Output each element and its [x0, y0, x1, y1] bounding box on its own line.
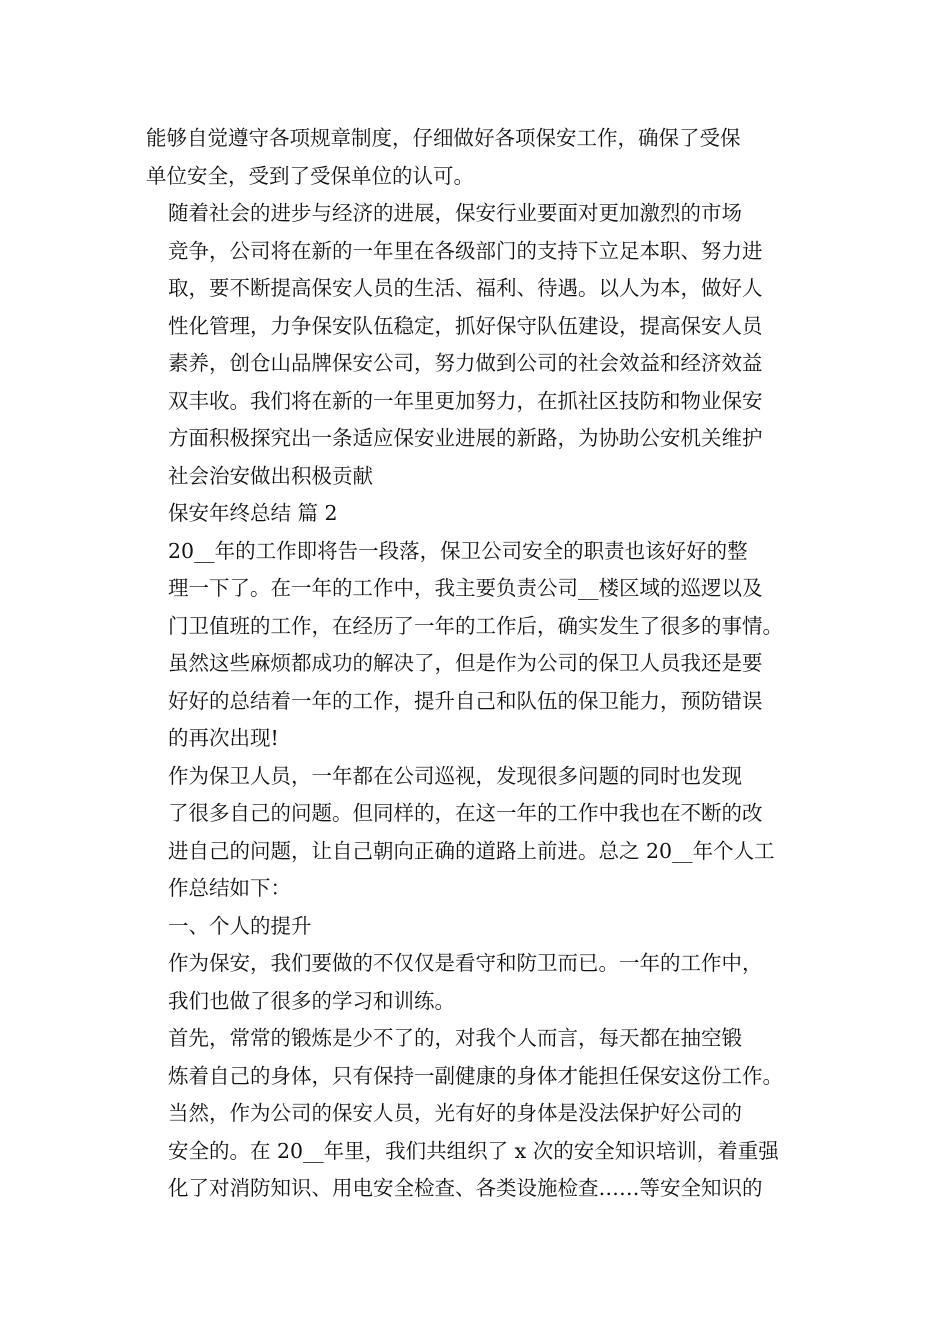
paragraph	[146, 1020, 818, 1095]
text-line: 好好的总结着一年的工作，提升自己和队伍的保卫能力，预防错误	[168, 688, 763, 713]
paragraph	[146, 495, 818, 533]
document-body	[146, 120, 818, 1208]
text-line: 化了对消防知识、用电安全检查、各类设施检查……等安全知识的	[168, 1176, 763, 1200]
text-line: 一、个人的提升	[168, 913, 312, 938]
text-line: 进自己的问题，让自己朝向正确的道路上前进。总之 20__年个人工	[168, 838, 775, 863]
text-line: 方面积极探究出一条适应保安业进展的新路，为协助公安机关维护	[168, 426, 763, 450]
text-line: 虽然这些麻烦都成功的解决了，但是作为公司的保卫人员我还是要	[168, 651, 763, 675]
paragraph	[146, 533, 818, 758]
text-line: 我们也做了很多的学习和训练。	[168, 988, 455, 1013]
text-line: 保安年终总结 篇 2	[168, 501, 338, 525]
text-line: 性化管理，力争保安队伍稳定，抓好保守队伍建设，提高保安人员	[168, 313, 763, 338]
text-line: 了很多自己的问题。但同样的，在这一年的工作中我也在不断的改	[168, 801, 763, 825]
text-line: 竞争，公司将在新的一年里在各级部门的支持下立足本职、努力进	[168, 238, 763, 263]
text-line: 炼着自己的身体，只有保持一副健康的身体才能担任保安这份工作。	[168, 1063, 783, 1088]
text-line: 安全的。在 20__年里，我们共组织了 x 次的安全知识培训，着重强	[168, 1138, 779, 1163]
text-line: 作为保安，我们要做的不仅仅是看守和防卫而已。一年的工作中，	[168, 951, 763, 975]
paragraph	[146, 120, 818, 195]
paragraph	[146, 908, 818, 946]
text-line: 素养，创仓山品牌保安公司，努力做到公司的社会效益和经济效益	[168, 351, 763, 375]
text-line: 首先，常常的锻炼是少不了的，对我个人而言，每天都在抽空锻	[168, 1026, 742, 1050]
text-line: 双丰收。我们将在新的一年里更加努力，在抓社区技防和物业保安	[168, 388, 763, 413]
paragraph	[146, 758, 818, 908]
text-line: 社会治安做出积极贡献	[168, 463, 373, 488]
text-line: 门卫值班的工作，在经历了一年的工作后，确实发生了很多的事情。	[168, 613, 783, 638]
text-line: 随着社会的进步与经济的进展，保安行业要面对更加激烈的市场	[168, 201, 742, 225]
text-line: 作为保卫人员，一年都在公司巡视，发现很多问题的同时也发现	[168, 763, 742, 788]
text-line: 20__年的工作即将告一段落，保卫公司安全的职责也该好好的整	[168, 538, 748, 563]
text-line: 能够自觉遵守各项规章制度，仔细做好各项保安工作，确保了受保	[146, 126, 741, 150]
text-line: 取，要不断提高保安人员的生活、福利、待遇。以人为本，做好人	[168, 276, 763, 300]
text-line: 当然，作为公司的保安人员，光有好的身体是没法保护好公司的	[168, 1101, 742, 1125]
text-line: 的再次出现!	[168, 726, 279, 750]
text-line: 单位安全，受到了受保单位的认可。	[146, 163, 474, 188]
text-line: 作总结如下：	[168, 876, 291, 900]
paragraph	[146, 945, 818, 1020]
paragraph	[146, 1095, 818, 1208]
paragraph	[146, 195, 818, 495]
text-line: 理一下了。在一年的工作中，我主要负责公司__楼区域的巡逻以及	[168, 576, 763, 600]
